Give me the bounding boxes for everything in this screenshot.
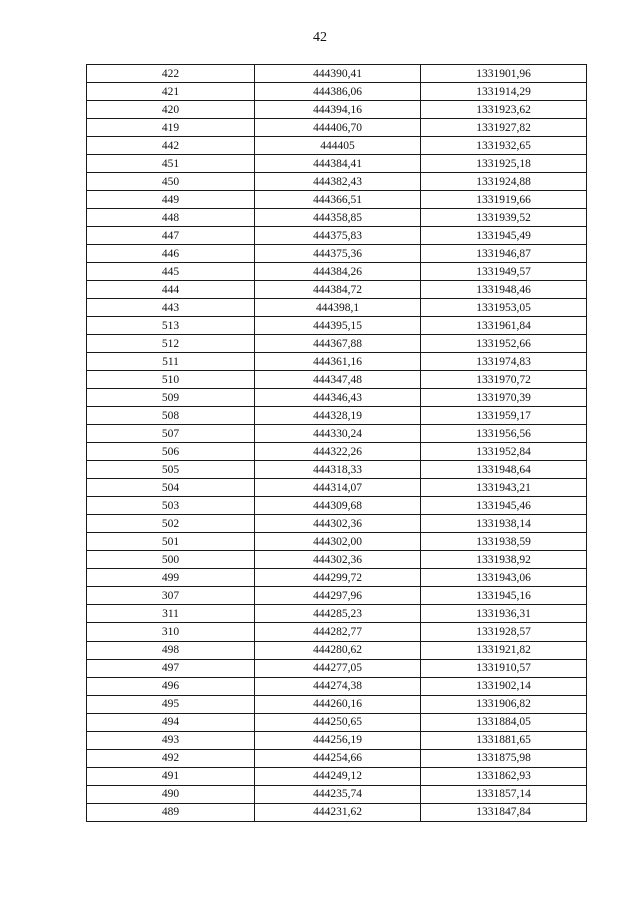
x-coordinate-cell: 444302,00 xyxy=(255,533,421,551)
x-coordinate-cell: 444384,41 xyxy=(255,155,421,173)
x-coordinate-cell: 444231,62 xyxy=(255,803,421,821)
point-number-cell: 419 xyxy=(87,119,255,137)
page-number: 42 xyxy=(313,30,327,45)
x-coordinate-cell: 444299,72 xyxy=(255,569,421,587)
point-number-cell: 511 xyxy=(87,353,255,371)
table-row xyxy=(87,191,587,209)
x-coordinate-cell: 444358,85 xyxy=(255,209,421,227)
point-number-cell: 492 xyxy=(87,749,255,767)
y-coordinate-cell: 1331910,57 xyxy=(421,659,587,677)
point-number-cell: 489 xyxy=(87,803,255,821)
x-coordinate-cell: 444406,70 xyxy=(255,119,421,137)
point-number-cell: 493 xyxy=(87,731,255,749)
x-coordinate-cell: 444297,96 xyxy=(255,587,421,605)
table-row xyxy=(87,695,587,713)
x-coordinate-cell: 444361,16 xyxy=(255,353,421,371)
x-coordinate-cell: 444302,36 xyxy=(255,515,421,533)
y-coordinate-cell: 1331923,62 xyxy=(421,101,587,119)
table-row xyxy=(87,713,587,731)
x-coordinate-cell: 444382,43 xyxy=(255,173,421,191)
x-coordinate-cell: 444390,41 xyxy=(255,65,421,83)
y-coordinate-cell: 1331956,56 xyxy=(421,425,587,443)
point-number-cell: 510 xyxy=(87,371,255,389)
x-coordinate-cell: 444302,36 xyxy=(255,551,421,569)
point-number-cell: 442 xyxy=(87,137,255,155)
y-coordinate-cell: 1331881,65 xyxy=(421,731,587,749)
y-coordinate-cell: 1331932,65 xyxy=(421,137,587,155)
x-coordinate-cell: 444322,26 xyxy=(255,443,421,461)
y-coordinate-cell: 1331919,66 xyxy=(421,191,587,209)
table-row xyxy=(87,371,587,389)
x-coordinate-cell: 444375,36 xyxy=(255,245,421,263)
table-row xyxy=(87,803,587,821)
y-coordinate-cell: 1331925,18 xyxy=(421,155,587,173)
table-row xyxy=(87,767,587,785)
x-coordinate-cell: 444395,15 xyxy=(255,317,421,335)
x-coordinate-cell: 444254,66 xyxy=(255,749,421,767)
point-number-cell: 449 xyxy=(87,191,255,209)
point-number-cell: 495 xyxy=(87,695,255,713)
point-number-cell: 508 xyxy=(87,407,255,425)
x-coordinate-cell: 444398,1 xyxy=(255,299,421,317)
point-number-cell: 310 xyxy=(87,623,255,641)
point-number-cell: 307 xyxy=(87,587,255,605)
x-coordinate-cell: 444366,51 xyxy=(255,191,421,209)
table-row xyxy=(87,533,587,551)
point-number-cell: 422 xyxy=(87,65,255,83)
point-number-cell: 491 xyxy=(87,767,255,785)
point-number-cell: 507 xyxy=(87,425,255,443)
x-coordinate-cell: 444318,33 xyxy=(255,461,421,479)
point-number-cell: 421 xyxy=(87,83,255,101)
table-row xyxy=(87,317,587,335)
table-row xyxy=(87,659,587,677)
table-row xyxy=(87,209,587,227)
table-row xyxy=(87,389,587,407)
point-number-cell: 490 xyxy=(87,785,255,803)
table-row xyxy=(87,677,587,695)
point-number-cell: 443 xyxy=(87,299,255,317)
y-coordinate-cell: 1331862,93 xyxy=(421,767,587,785)
x-coordinate-cell: 444249,12 xyxy=(255,767,421,785)
table-row xyxy=(87,407,587,425)
point-number-cell: 498 xyxy=(87,641,255,659)
table-row xyxy=(87,731,587,749)
y-coordinate-cell: 1331959,17 xyxy=(421,407,587,425)
point-number-cell: 445 xyxy=(87,263,255,281)
table-row xyxy=(87,587,587,605)
y-coordinate-cell: 1331939,52 xyxy=(421,209,587,227)
table-row xyxy=(87,83,587,101)
x-coordinate-cell: 444394,16 xyxy=(255,101,421,119)
table-row xyxy=(87,749,587,767)
point-number-cell: 499 xyxy=(87,569,255,587)
x-coordinate-cell: 444347,48 xyxy=(255,371,421,389)
table-row xyxy=(87,299,587,317)
x-coordinate-cell: 444235,74 xyxy=(255,785,421,803)
y-coordinate-cell: 1331936,31 xyxy=(421,605,587,623)
y-coordinate-cell: 1331921,82 xyxy=(421,641,587,659)
table-row xyxy=(87,479,587,497)
y-coordinate-cell: 1331943,21 xyxy=(421,479,587,497)
point-number-cell: 447 xyxy=(87,227,255,245)
y-coordinate-cell: 1331938,59 xyxy=(421,533,587,551)
y-coordinate-cell: 1331906,82 xyxy=(421,695,587,713)
table-row xyxy=(87,785,587,803)
point-number-cell: 505 xyxy=(87,461,255,479)
table-row xyxy=(87,101,587,119)
table-row xyxy=(87,65,587,83)
y-coordinate-cell: 1331875,98 xyxy=(421,749,587,767)
point-number-cell: 444 xyxy=(87,281,255,299)
y-coordinate-cell: 1331927,82 xyxy=(421,119,587,137)
table-row xyxy=(87,641,587,659)
x-coordinate-cell: 444250,65 xyxy=(255,713,421,731)
point-number-cell: 420 xyxy=(87,101,255,119)
point-number-cell: 503 xyxy=(87,497,255,515)
y-coordinate-cell: 1331952,84 xyxy=(421,443,587,461)
point-number-cell: 513 xyxy=(87,317,255,335)
x-coordinate-cell: 444277,05 xyxy=(255,659,421,677)
x-coordinate-cell: 444309,68 xyxy=(255,497,421,515)
x-coordinate-cell: 444274,38 xyxy=(255,677,421,695)
table-row xyxy=(87,263,587,281)
table-row xyxy=(87,119,587,137)
y-coordinate-cell: 1331952,66 xyxy=(421,335,587,353)
table-row xyxy=(87,425,587,443)
y-coordinate-cell: 1331945,16 xyxy=(421,587,587,605)
point-number-cell: 497 xyxy=(87,659,255,677)
table-row xyxy=(87,281,587,299)
x-coordinate-cell: 444405 xyxy=(255,137,421,155)
x-coordinate-cell: 444367,88 xyxy=(255,335,421,353)
table-row xyxy=(87,137,587,155)
table-row xyxy=(87,461,587,479)
y-coordinate-cell: 1331857,14 xyxy=(421,785,587,803)
y-coordinate-cell: 1331961,84 xyxy=(421,317,587,335)
table-row xyxy=(87,605,587,623)
x-coordinate-cell: 444256,19 xyxy=(255,731,421,749)
table-row xyxy=(87,245,587,263)
y-coordinate-cell: 1331945,49 xyxy=(421,227,587,245)
table-row xyxy=(87,443,587,461)
y-coordinate-cell: 1331901,96 xyxy=(421,65,587,83)
table-row xyxy=(87,497,587,515)
table-row xyxy=(87,623,587,641)
point-number-cell: 500 xyxy=(87,551,255,569)
point-number-cell: 502 xyxy=(87,515,255,533)
point-number-cell: 512 xyxy=(87,335,255,353)
table-row xyxy=(87,155,587,173)
y-coordinate-cell: 1331970,72 xyxy=(421,371,587,389)
x-coordinate-cell: 444260,16 xyxy=(255,695,421,713)
y-coordinate-cell: 1331948,64 xyxy=(421,461,587,479)
y-coordinate-cell: 1331953,05 xyxy=(421,299,587,317)
y-coordinate-cell: 1331943,06 xyxy=(421,569,587,587)
table-row xyxy=(87,227,587,245)
y-coordinate-cell: 1331914,29 xyxy=(421,83,587,101)
x-coordinate-cell: 444282,77 xyxy=(255,623,421,641)
point-number-cell: 448 xyxy=(87,209,255,227)
y-coordinate-cell: 1331948,46 xyxy=(421,281,587,299)
x-coordinate-cell: 444384,26 xyxy=(255,263,421,281)
point-number-cell: 501 xyxy=(87,533,255,551)
point-number-cell: 311 xyxy=(87,605,255,623)
x-coordinate-cell: 444328,19 xyxy=(255,407,421,425)
point-number-cell: 446 xyxy=(87,245,255,263)
y-coordinate-cell: 1331946,87 xyxy=(421,245,587,263)
table-row xyxy=(87,335,587,353)
x-coordinate-cell: 444375,83 xyxy=(255,227,421,245)
y-coordinate-cell: 1331938,92 xyxy=(421,551,587,569)
point-number-cell: 504 xyxy=(87,479,255,497)
x-coordinate-cell: 444280,62 xyxy=(255,641,421,659)
y-coordinate-cell: 1331949,57 xyxy=(421,263,587,281)
y-coordinate-cell: 1331970,39 xyxy=(421,389,587,407)
table-body xyxy=(87,65,587,822)
point-number-cell: 494 xyxy=(87,713,255,731)
y-coordinate-cell: 1331945,46 xyxy=(421,497,587,515)
y-coordinate-cell: 1331902,14 xyxy=(421,677,587,695)
x-coordinate-cell: 444386,06 xyxy=(255,83,421,101)
y-coordinate-cell: 1331884,05 xyxy=(421,713,587,731)
point-number-cell: 451 xyxy=(87,155,255,173)
table-row xyxy=(87,173,587,191)
y-coordinate-cell: 1331847,84 xyxy=(421,803,587,821)
y-coordinate-cell: 1331938,14 xyxy=(421,515,587,533)
x-coordinate-cell: 444346,43 xyxy=(255,389,421,407)
table-row xyxy=(87,353,587,371)
point-number-cell: 509 xyxy=(87,389,255,407)
y-coordinate-cell: 1331924,88 xyxy=(421,173,587,191)
point-number-cell: 450 xyxy=(87,173,255,191)
table-row xyxy=(87,515,587,533)
point-number-cell: 496 xyxy=(87,677,255,695)
x-coordinate-cell: 444285,23 xyxy=(255,605,421,623)
coordinates-table xyxy=(86,64,587,822)
point-number-cell: 506 xyxy=(87,443,255,461)
x-coordinate-cell: 444384,72 xyxy=(255,281,421,299)
y-coordinate-cell: 1331974,83 xyxy=(421,353,587,371)
y-coordinate-cell: 1331928,57 xyxy=(421,623,587,641)
table-row xyxy=(87,569,587,587)
x-coordinate-cell: 444330,24 xyxy=(255,425,421,443)
x-coordinate-cell: 444314,07 xyxy=(255,479,421,497)
table-row xyxy=(87,551,587,569)
